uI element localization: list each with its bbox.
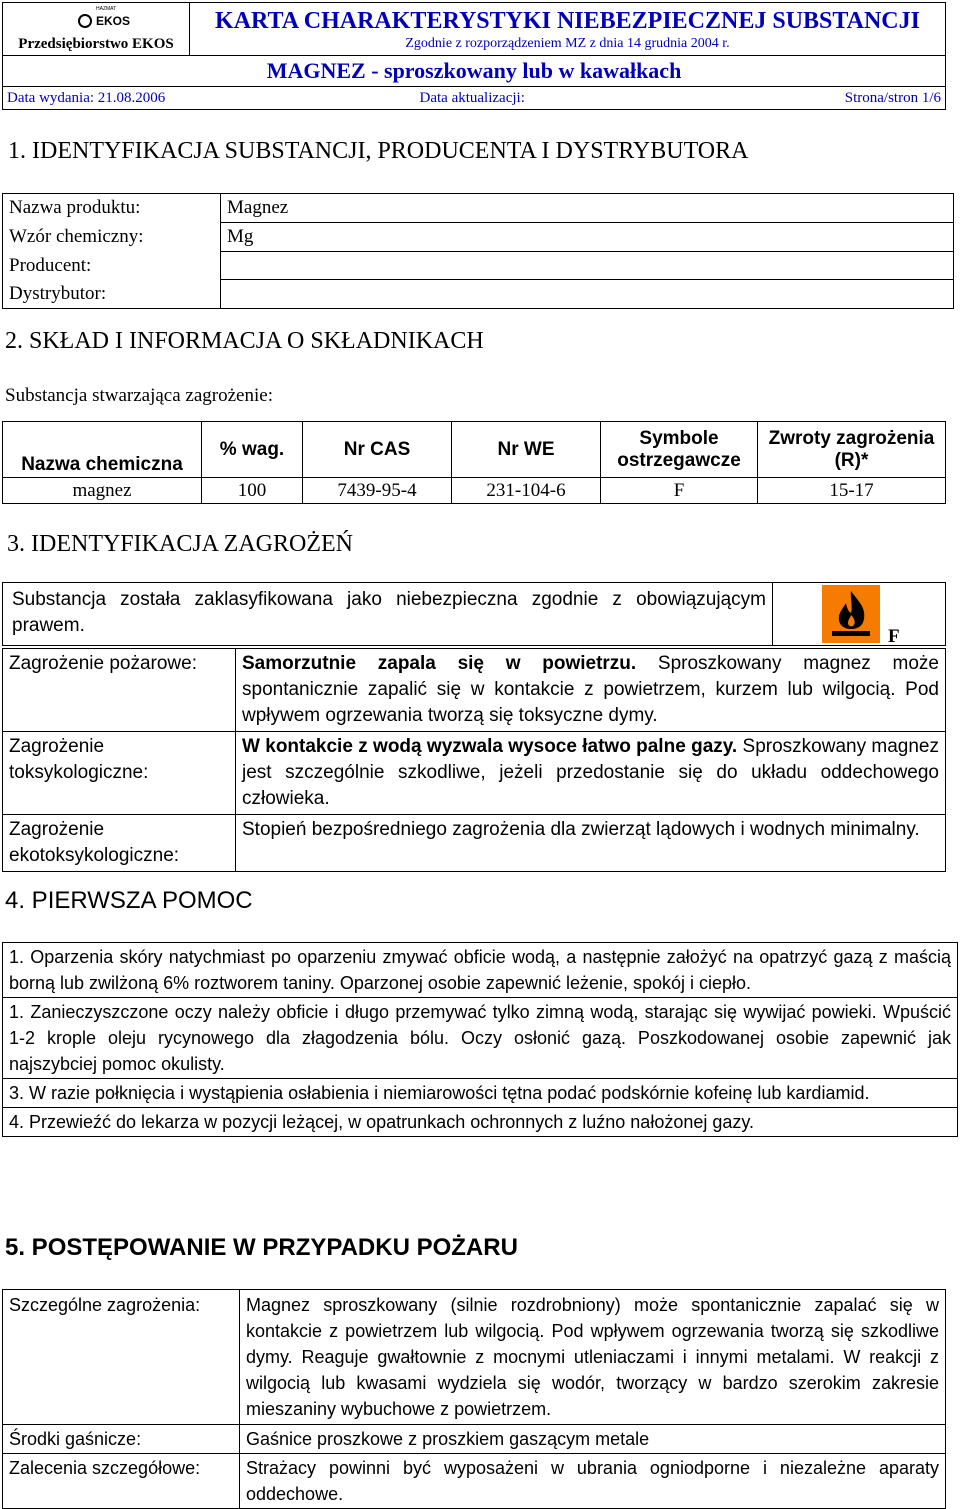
company-name: Przedsiębiorstwo EKOS — [18, 36, 174, 52]
col-cas: Nr CAS — [303, 422, 452, 478]
hazardous-substance-label: Substancja stwarzająca zagrożenie: — [5, 385, 273, 406]
extinguishing-text: Gaśnice proszkowe z proszkiem gaszącym metale — [240, 1425, 946, 1454]
col-we: Nr WE — [452, 422, 601, 478]
section-2-heading: 2. SKŁAD I INFORMACJA O SKŁADNIKACH — [5, 328, 484, 354]
issue-date: Data wydania: 21.08.2006 — [3, 87, 190, 110]
classification-box — [2, 582, 772, 646]
first-aid-eyes: 1. Zanieczyszczone oczy należy obficie i długo przemywać tylko zimną wodą, starając się wywijać powieki. Wpuścić 1-2 krople oleju rycynowego dla złagodzenia bólu. Oczy osłonić gazą. Poszkodowanej osobie zapewnić jak najszybciej pomoc okulisty. — [3, 998, 958, 1079]
detailed-recommendations-label: Zalecenia szczegółowe: — [3, 1454, 240, 1509]
flammable-icon — [822, 585, 880, 643]
label-formula: Wzór chemiczny: — [3, 223, 221, 252]
document-title: KARTA CHARAKTERYSTYKI NIEBEZPIECZNEJ SUBSTANCJI — [215, 8, 920, 34]
cell-r-phrase: 15-17 — [758, 478, 946, 504]
classification-text: Substancja została zaklasyfikowana jako niebezpieczna zgodnie z obowiązującym prawem. — [12, 589, 766, 636]
first-aid-table — [2, 942, 958, 1137]
ecotox-hazard-label: Zagrożenie ekotoksykologiczne: — [3, 815, 236, 872]
hazards-table — [2, 648, 946, 872]
cell-symbol: F — [601, 478, 758, 504]
section-4-heading: 4. PIERWSZA POMOC — [5, 887, 253, 914]
first-aid-ingestion: 3. W razie połknięcia i wystąpienia osłabienia i niemiarowości tętna podać podskórnie kofeinę lub kardiamid. — [3, 1079, 958, 1108]
section-5-heading: 5. POSTĘPOWANIE W PRZYPADKU POŻARU — [5, 1234, 518, 1261]
special-hazards-label: Szczególne zagrożenia: — [3, 1290, 240, 1425]
cell-we: 231-104-6 — [452, 478, 601, 504]
tox-hazard-label: Zagrożenie toksykologiczne: — [3, 732, 236, 815]
firefighting-table — [2, 1289, 946, 1509]
col-symbols: Symbole ostrzegawcze — [601, 422, 758, 478]
update-date: Data aktualizacji: — [190, 87, 758, 110]
label-producer: Producent: — [3, 252, 221, 280]
first-aid-transport: 4. Przewieźć do lekarza w pozycji leżącej, w opatrunkach ochronnych z luźno nałożonej gazy. — [3, 1108, 958, 1137]
value-formula: Mg — [221, 223, 954, 252]
document-header — [2, 2, 946, 110]
value-distributor — [221, 280, 954, 309]
tox-hazard-text: W kontakcie z wodą wyzwala wysoce łatwo palne gazy. Sproszkowany magnez jest szczególnie szkodliwe, jeżeli przedostanie się do układu oddechowego człowieka. — [236, 732, 946, 815]
fire-hazard-label: Zagrożenie pożarowe: — [3, 649, 236, 732]
special-hazards-text: Magnez sproszkowany (silnie rozdrobniony) może spontanicznie zapalać się w kontakcie z powietrzem lub wilgocią. Pod wpływem ogrzewania tworzą się szkodliwe dymy. Reaguje gwałtownie z mocnymi utleniaczami i innymi metalami. W reakcji z wilgocią lub kwasami wydziela się wodór, tworzący w bardzo szerokim zakresie mieszaniny wybuchowe z powietrzem. — [240, 1290, 946, 1425]
label-distributor: Dystrybutor: — [3, 280, 221, 309]
product-title: MAGNEZ - sproszkowany lub w kawałkach — [3, 56, 946, 87]
label-product-name: Nazwa produktu: — [3, 194, 221, 223]
extinguishing-label: Środki gaśnicze: — [3, 1425, 240, 1454]
value-producer — [221, 252, 954, 280]
title-cell — [190, 3, 946, 56]
cell-name: magnez — [3, 478, 202, 504]
cell-weight: 100 — [202, 478, 303, 504]
col-chemical-name: Nazwa chemiczna — [3, 422, 202, 478]
logo-ring-icon — [78, 14, 92, 28]
page-number: Strona/stron 1/6 — [757, 87, 946, 110]
fire-hazard-text: Samorzutnie zapala się w powietrzu. Sproszkowany magnez może spontanicznie zapalić się w kontakcie z powietrzem, kurzem lub wilgocią. Pod wpływem ogrzewania tworzą się toksyczne dymy. — [236, 649, 946, 732]
composition-table — [2, 421, 946, 504]
col-weight: % wag. — [202, 422, 303, 478]
col-r-phrases: Zwroty zagrożenia (R)* — [758, 422, 946, 478]
symbol-letter: F — [888, 626, 900, 647]
ekos-logo: HAZMAT EKOS — [78, 10, 136, 32]
first-aid-skin: 1. Oparzenia skóry natychmiast po oparzeniu zmywać obficie wodą, a następnie założyć na opatrzyć gazą z maścią borną lub zwilżoną 6% roztworem taniny. Oparzonej osobie zapewnić leżenie, spokój i ciepło. — [3, 943, 958, 998]
company-cell — [3, 3, 190, 56]
cell-cas: 7439-95-4 — [303, 478, 452, 504]
identification-table — [2, 193, 954, 309]
detailed-recommendations-text: Strażacy powinni być wyposażeni w ubrania ogniodporne i niezależne aparaty oddechowe. — [240, 1454, 946, 1509]
ecotox-hazard-text: Stopień bezpośredniego zagrożenia dla zwierząt lądowych i wodnych minimalny. — [236, 815, 946, 872]
section-1-heading: 1. IDENTYFIKACJA SUBSTANCJI, PRODUCENTA I DYSTRYBUTORA — [8, 138, 749, 164]
section-3-heading: 3. IDENTYFIKACJA ZAGROŻEŃ — [7, 531, 353, 557]
value-product-name: Magnez — [221, 194, 954, 223]
regulation-note: Zgodnie z rozporządzeniem MZ z dnia 14 grudnia 2004 r. — [405, 36, 730, 51]
